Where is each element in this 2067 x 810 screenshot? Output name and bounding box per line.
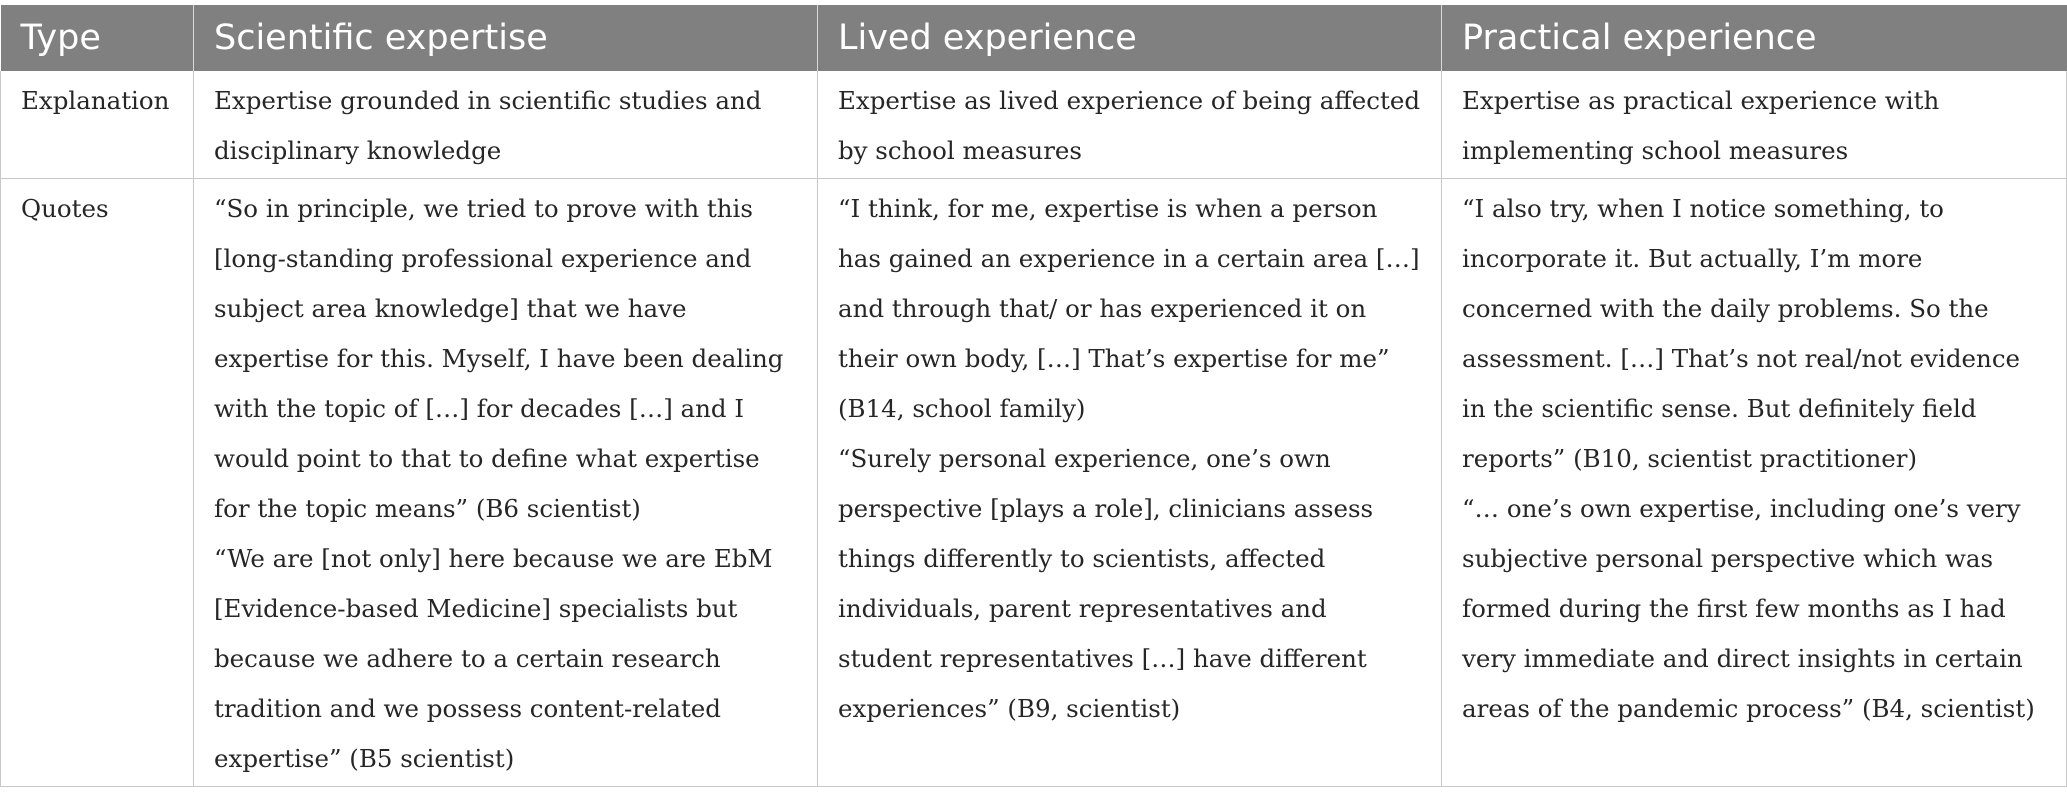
quotes-row — [1, 179, 2067, 787]
explanation-scientific: Expertise grounded in scientific studies and disciplinary knowledge — [194, 71, 818, 179]
quote-lived-1: “I think, for me, expertise is when a person has gained an experience in a certain area […] and through that/ or has experienced it on their own body, […] That’s expertise for me” (B14, school family) — [838, 194, 1420, 423]
header-lived-experience: Lived experience — [818, 5, 1442, 71]
header-type: Type — [1, 5, 194, 71]
header-practical-experience: Practical experience — [1442, 5, 2067, 71]
quote-practical-2: “… one’s own expertise, including one’s very subjective personal perspective which was formed during the first few months as I had very immediate and direct insights in certain areas of the pandemic process” (B4, scientist) — [1462, 494, 2035, 723]
explanation-lived: Expertise as lived experience of being affected by school measures — [818, 71, 1442, 179]
quotes-scientific-cell — [194, 179, 818, 787]
quote-scientific-2: “We are [not only] here because we are EbM [Evidence-based Medicine] specialists but because we adhere to a certain research tradition and we possess content-related expertise” (B5 scientist) — [214, 544, 773, 773]
explanation-row — [1, 71, 2067, 179]
quote-practical-1: “I also try, when I notice something, to incorporate it. But actually, I’m more concerned with the daily problems. So the assessment. […] That’s not real/not evidence in the scientific sense. But definitely field reports” (B10, scientist practitioner) — [1462, 194, 2021, 473]
quotes-practical-cell — [1442, 179, 2067, 787]
header-scientific-expertise: Scientific expertise — [194, 5, 818, 71]
quote-lived-2: “Surely personal experience, one’s own perspective [plays a role], clinicians assess things differently to scientists, affected individuals, parent representatives and student representatives […] have different experiences” (B9, scientist) — [838, 444, 1374, 723]
quotes-lived-cell — [818, 179, 1442, 787]
row-label-quotes: Quotes — [1, 179, 194, 787]
expertise-types-table — [0, 5, 2067, 787]
header-row — [1, 5, 2067, 71]
explanation-practical: Expertise as practical experience with implementing school measures — [1442, 71, 2067, 179]
quote-scientific-1: “So in principle, we tried to prove with this [long-standing professional experience and subject area knowledge] that we have expertise for this. Myself, I have been dealing with the topic of […] for decades […] and I would point to that to define what expertise for the topic means” (B6 scientist) — [214, 194, 784, 523]
row-label-explanation: Explanation — [1, 71, 194, 179]
